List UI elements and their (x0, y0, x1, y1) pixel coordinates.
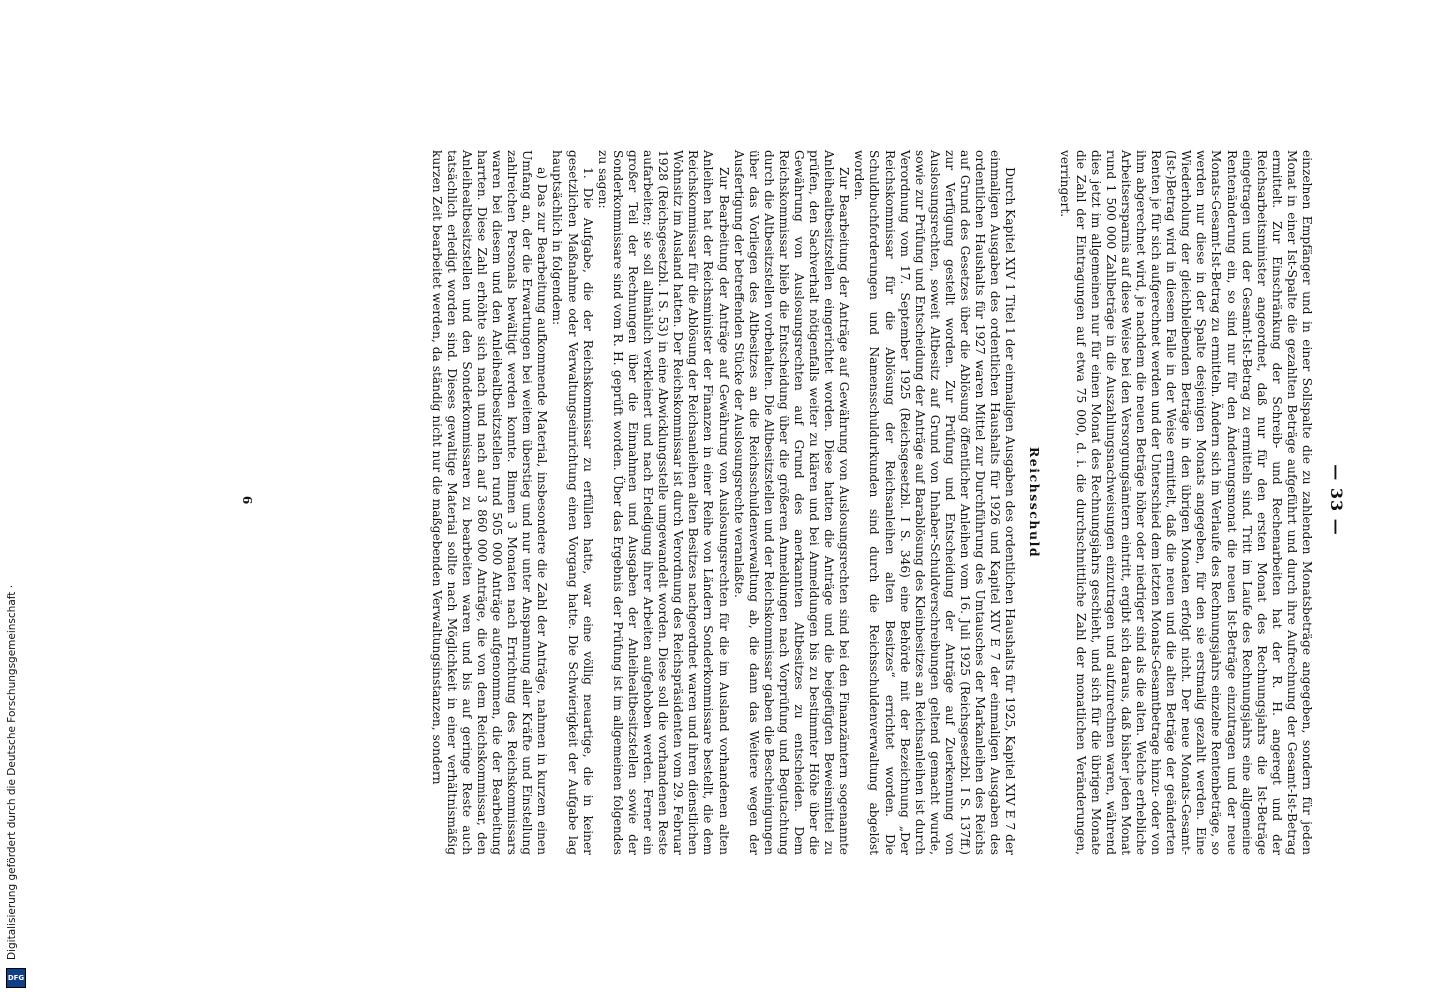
intro-paragraph: einzelnen Empfänger und in einer Sollspalte die zu zahlenden Monatsbeträge angegeben, sondern für jeden Monat in einer Ist-Spalte die gezahlten Beträge aufgeführt und durch ihre Aufrechnung der Gesamt-Ist-Betrag ermittelt. Zur Einschränkung der Schreib- und Rechenarbeiten hat der R. H. angeregt und der Reichsarbeitsminister angeordnet, daß nur für den ersten Monat des Rechnungsjahrs die Ist-Beträge eingetragen und der Gesamt-Ist-Betrag zu ermitteln sind. Tritt im Laufe des Rechnungsjahrs eine allgemeine Rentenänderung ein, so sind nur für den Änderungsmonat die neuen Ist-Beträge einzutragen und der neue Monats-Gesamt-Ist-Betrag zu ermitteln. Ändern sich im Verlaufe des Rechnungsjahrs einzelne Rentenbeträge, so werden nur diese in der Spalte desjenigen Monats angegeben, für den sie erstmalig gezahlt werden. Eine Wiederholung der gleichbleibenden Beträge in den übrigen Monaten erfolgt nicht. Der neue Monats-Gesamt-(Ist-)Betrag wird in diesem Falle in der Weise ermittelt, daß die neuen und die alten Beträge der geänderten Renten je für sich aufgerechnet werden und der Unterschied dem letzten Monats-Gesamtbetrage hinzu- oder von ihm abgerechnet wird, je nachdem die neuen Beträge höher oder niedriger sind als die alten. Welche erhebliche Arbeitsersparnis auf diese Weise bei den Versorgungsämtern eintritt, ergibt sich daraus, daß bisher jeden Monat rund 1 500 000 Zahlbeträge in die Auszahlungsnachweisungen einzutragen und aufzurechnen waren, während dies jetzt im allgemeinen nur für einen Monat des Rechnungsjahrs geschieht, und sich für die übrigen Monate die Zahl der Eintragungen auf etwa 75 000, d. i. die durchschnittliche Zahl der monatlichen Veränderungen, verringert. (1058, 150, 1314, 855)
section-paragraph: Zur Bearbeitung der Anträge auf Gewährung von Auslosungsrechten für die im Ausland vorhandenen alten Anleihen hat der Reichsminister der Finanzen in einer Reihe von Ländern Sonderkommissare bestellt, die dem Reichskommissar für die Ablösung der Reichsanleihen alten Besitzes nachgeordnet waren und ihren dienstlichen Wohnsitz im Ausland hatten. Der Reichskommissar ist durch Verordnung des Reichspräsidenten vom 29. Februar 1928 (Reichsgesetzbl. I S. 53) in eine Abwicklungsstelle umgewandelt worden. Diese soll die vorhandenen Reste aufarbeiten; sie soll allmählich verkleinert und nach Erledigung ihrer Arbeiten aufgehoben werden. Ferner ein großer Teil der Rechnungen über die Einnahmen und Ausgaben der Anleihealtbesitzstellen sowie der Sonderkommissare sind vom R. H. geprüft worden. Über das Ergebnis der Prüfung ist im allgemeinen folgendes zu sagen: (595, 150, 731, 855)
section-paragraph: Durch Kapitel XIV 1 Titel 1 der einmaligen Ausgaben des ordentlichen Haushalts für 1925, Kapitel XIV E 7 der einmaligen Ausgaben des ordentlichen Haushalts für 1926 und Kapitel XIV E 7 der einmaligen Ausgaben des ordentlichen Haushalts für 1927 waren Mittel zur Durchführung des Umtausches der Markanleihen des Reichs auf Grund des Gesetzes über die Ablösung öffentlicher Anleihen vom 16. Juli 1925 (Reichsgesetzbl. I S. 137ff.) zur Verfügung gestellt worden. Zur Prüfung und Entscheidung der Anträge auf Zuerkennung von Auslosungsrechten, soweit Altbesitz auf Grund von Inhaber-Schuldverschreibungen geltend gemacht wurde, sowie zur Prüfung und Entscheidung der Anträge auf Barablösung des Kleinbesitzes an Reichsanleihen ist durch Verordnung vom 17. September 1925 (Reichsgesetzbl. I S. 346) eine Behörde mit der Bezeichnung „Der Reichskommissar für die Ablösung der Reichsanleihen alten Besitzes“ errichtet worden. Die Schuldbuchforderungen und Namensschuldurkunden sind durch die Reichsschuldenverwaltung abgelöst worden. (852, 150, 1018, 855)
section-heading: Reichsschuld (1027, 446, 1043, 559)
digitization-credit: Digitalisierung gefördert durch die Deutsche Forschungsgemeinschaft · (6, 584, 18, 960)
dfg-logo: DFG (6, 968, 26, 988)
section-paragraph: Zur Bearbeitung der Anträge auf Gewährung von Auslosungsrechten sind bei den Finanzämtern sogenannte Anleihealtbesitzstellen eingerichtet worden. Diese hatten die Anträge und die beigefügten Beweismittel zu prüfen, den Sachverhalt nötigenfalls weiter zu klären und bei Anmeldungen bis zu bestimmter Höhe über die Gewährung von Auslosungsrechten auf Grund des anerkannten Altbesitzes zu entscheiden. Dem Reichskommissar blieb die Entscheidung über die größeren Anmeldungen nach Vorprüfung und Begutachtung durch die Altbesitzstellen vorbehalten. Die Altbesitzstellen und der Reichskommissar gaben die Bescheinigungen über das Vorliegen des Altbesitzes an die Reichsschuldenverwaltung ab, die dann das Weitere wegen der Ausfertigung der betreffenden Stücke der Auslosungsrechte veranlaßte. (731, 150, 852, 855)
signature-mark: 6 (240, 495, 254, 505)
page-number: — 33 — (1327, 464, 1346, 536)
section-paragraph: 1. Die Aufgabe, die der Reichskommissar zu erfüllen hatte, war eine völlig neuartige, die in keiner gesetzlichen Maßnahme oder Verwaltungseinrichtung einen Vorgang hatte. Die Schwierigkeit der Aufgabe lag hauptsächlich in folgendem: (550, 150, 595, 855)
page-body (429, 150, 1314, 855)
section-paragraph: a) Das zur Bearbeitung aufkommende Material, insbesondere die Zahl der Anträge, nahmen in kurzem einen Umfang an, der die Erwartungen bei weitem überstieg und nur unter Anspannung aller Kräfte und Einstellung zahlreichen Personals bewältigt werden konnte. Binnen 3 Monaten nach Errichtung des Reichskommissars waren bei diesem und den Anleihealtbesitzstellen rund 505 000 Anträge aufgenommen, die der Bearbeitung harrten. Diese Zahl erhöhte sich nach und nach auf 3 860 000 Anträge, die von dem Reichskommissar, den Anleihealtbesitzstellen und den Sonderkommissaren zu bearbeiten waren und bis auf geringe Reste auch tatsächlich erledigt worden sind. Dieses gewaltige Material sollte nach Möglichkeit in einer verhältnismäßig kurzen Zeit bearbeitet werden, da ständig nicht nur die maßgebenden Verwaltungsinstanzen, sondern (429, 150, 550, 855)
